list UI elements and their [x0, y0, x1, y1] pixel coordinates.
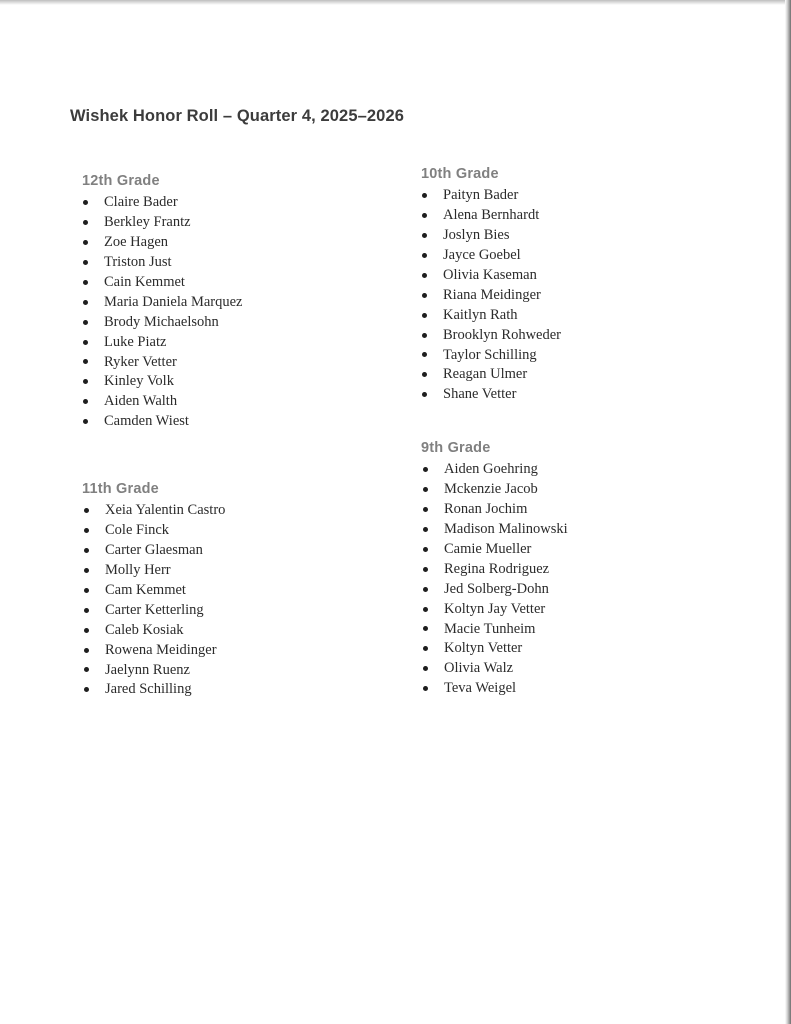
- list-item: [421, 385, 561, 405]
- list-item: [422, 600, 568, 620]
- bullet-icon: [84, 608, 93, 614]
- student-name: Taylor Schilling: [443, 346, 537, 363]
- section-10th-grade: [421, 166, 561, 405]
- student-name: Brody Michaelsohn: [104, 313, 219, 330]
- student-name: Mckenzie Jacob: [444, 480, 538, 497]
- bullet-icon: [83, 260, 92, 266]
- student-name: Triston Just: [104, 253, 172, 270]
- bullet-icon: [422, 392, 431, 398]
- name-list: [82, 193, 243, 432]
- list-item: [421, 346, 561, 366]
- bullet-icon: [422, 213, 431, 219]
- student-name: Molly Herr: [105, 561, 171, 578]
- student-name: Kaitlyn Rath: [443, 306, 518, 323]
- student-name: Reagan Ulmer: [443, 366, 528, 383]
- student-name: Cain Kemmet: [104, 273, 185, 290]
- list-item: [82, 253, 243, 273]
- list-item: [422, 659, 568, 679]
- list-item: [83, 581, 225, 601]
- student-name: Paityn Bader: [443, 187, 519, 203]
- bullet-icon: [83, 399, 92, 405]
- bullet-icon: [83, 240, 92, 246]
- bullet-icon: [422, 352, 431, 358]
- student-name: Luke Piatz: [104, 333, 167, 350]
- bullet-icon: [84, 588, 93, 594]
- bullet-icon: [423, 547, 432, 553]
- student-name: Carter Glaesman: [105, 541, 203, 558]
- student-name: Olivia Kaseman: [443, 266, 537, 283]
- list-item: [421, 286, 561, 306]
- list-item: [422, 620, 568, 640]
- student-name: Koltyn Jay Vetter: [444, 600, 546, 617]
- list-item: [422, 580, 568, 600]
- student-name: Carter Ketterling: [105, 601, 204, 618]
- list-item: [83, 561, 225, 581]
- list-item: [83, 501, 225, 521]
- student-name: Berkley Frantz: [104, 213, 191, 230]
- bullet-icon: [422, 193, 431, 199]
- student-name: Xeia Yalentin Castro: [105, 502, 226, 518]
- scan-edge-right: [785, 0, 791, 1024]
- bullet-icon: [423, 467, 432, 473]
- list-item: [422, 560, 568, 580]
- bullet-icon: [423, 646, 432, 652]
- student-name: Cole Finck: [105, 521, 170, 538]
- list-item: [421, 226, 561, 246]
- list-item: [82, 293, 243, 313]
- student-name: Maria Daniela Marquez: [104, 293, 243, 310]
- list-item: [82, 233, 243, 253]
- scan-edge-top: [0, 0, 791, 5]
- list-item: [83, 541, 225, 561]
- bullet-icon: [83, 280, 92, 286]
- bullet-icon: [84, 548, 93, 554]
- list-item: [421, 326, 561, 346]
- student-name: Cam Kemmet: [105, 581, 186, 598]
- student-name: Camden Wiest: [104, 413, 189, 430]
- section-12th-grade: [82, 173, 243, 432]
- list-item: [82, 193, 243, 213]
- list-item: [422, 500, 568, 520]
- bullet-icon: [423, 487, 432, 493]
- bullet-icon: [422, 313, 431, 319]
- student-name: Rowena Meidinger: [105, 641, 217, 658]
- student-name: Aiden Walth: [104, 393, 178, 410]
- list-item: [83, 601, 225, 621]
- student-name: Koltyn Vetter: [444, 640, 523, 657]
- bullet-icon: [422, 293, 431, 299]
- student-name: Caleb Kosiak: [105, 621, 184, 638]
- student-name: Claire Bader: [104, 194, 178, 210]
- list-item: [421, 365, 561, 385]
- list-item: [421, 306, 561, 326]
- list-item: [422, 480, 568, 500]
- list-item: [422, 540, 568, 560]
- name-list: [422, 460, 568, 699]
- bullet-icon: [84, 687, 93, 693]
- bullet-icon: [83, 379, 92, 385]
- section-heading: 12th Grade: [82, 173, 160, 189]
- student-name: Shane Vetter: [443, 386, 517, 403]
- student-name: Jaelynn Ruenz: [105, 661, 190, 678]
- list-item: [82, 273, 243, 293]
- section-heading: 10th Grade: [421, 166, 499, 182]
- list-item: [82, 313, 243, 333]
- student-name: Ryker Vetter: [104, 353, 177, 370]
- list-item: [82, 372, 243, 392]
- list-item: [421, 206, 561, 226]
- bullet-icon: [423, 527, 432, 533]
- section-heading: 11th Grade: [82, 481, 159, 497]
- bullet-icon: [423, 686, 432, 692]
- student-name: Regina Rodriguez: [444, 560, 550, 577]
- student-name: Kinley Volk: [104, 373, 174, 390]
- bullet-icon: [423, 607, 432, 613]
- student-name: Madison Malinowski: [444, 520, 568, 537]
- bullet-icon: [423, 626, 432, 632]
- list-item: [82, 392, 243, 412]
- section-9th-grade: [421, 440, 568, 699]
- document-title: Wishek Honor Roll – Quarter 4, 2025–2026: [70, 107, 404, 125]
- list-item: [82, 412, 243, 432]
- bullet-icon: [423, 587, 432, 593]
- bullet-icon: [83, 200, 92, 206]
- bullet-icon: [423, 567, 432, 573]
- list-item: [83, 621, 225, 641]
- bullet-icon: [83, 419, 92, 425]
- student-name: Aiden Goehring: [444, 461, 538, 477]
- student-name: Olivia Walz: [444, 660, 514, 677]
- bullet-icon: [422, 372, 431, 378]
- student-name: Alena Bernhardt: [443, 206, 540, 223]
- list-item: [422, 460, 568, 480]
- bullet-icon: [83, 320, 92, 326]
- student-name: Teva Weigel: [444, 680, 517, 697]
- list-item: [421, 266, 561, 286]
- bullet-icon: [84, 648, 93, 654]
- bullet-icon: [84, 667, 93, 673]
- list-item: [421, 186, 561, 206]
- list-item: [422, 639, 568, 659]
- list-item: [83, 661, 225, 681]
- bullet-icon: [83, 300, 92, 306]
- student-name: Zoe Hagen: [104, 233, 169, 250]
- bullet-icon: [422, 273, 431, 279]
- student-name: Jed Solberg-Dohn: [444, 580, 549, 597]
- list-item: [82, 213, 243, 233]
- list-item: [422, 679, 568, 699]
- name-list: [421, 186, 561, 405]
- student-name: Jayce Goebel: [443, 246, 521, 263]
- student-name: Riana Meidinger: [443, 286, 541, 303]
- bullet-icon: [84, 628, 93, 634]
- student-name: Ronan Jochim: [444, 500, 528, 517]
- student-name: Brooklyn Rohweder: [443, 326, 561, 343]
- bullet-icon: [84, 528, 93, 534]
- list-item: [83, 641, 225, 661]
- student-name: Macie Tunheim: [444, 620, 536, 637]
- list-item: [83, 521, 225, 541]
- bullet-icon: [422, 253, 431, 259]
- section-11th-grade: [82, 481, 225, 700]
- bullet-icon: [83, 359, 92, 365]
- bullet-icon: [422, 333, 431, 339]
- bullet-icon: [84, 568, 93, 574]
- student-name: Joslyn Bies: [443, 226, 510, 243]
- bullet-icon: [423, 666, 432, 672]
- list-item: [421, 246, 561, 266]
- bullet-icon: [423, 507, 432, 513]
- list-item: [82, 353, 243, 373]
- list-item: [82, 333, 243, 353]
- bullet-icon: [422, 233, 431, 239]
- list-item: [83, 680, 225, 700]
- bullet-icon: [84, 508, 93, 514]
- bullet-icon: [83, 340, 92, 346]
- student-name: Camie Mueller: [444, 540, 532, 557]
- section-heading: 9th Grade: [421, 440, 491, 456]
- student-name: Jared Schilling: [105, 681, 192, 698]
- bullet-icon: [83, 220, 92, 226]
- list-item: [422, 520, 568, 540]
- name-list: [83, 501, 225, 700]
